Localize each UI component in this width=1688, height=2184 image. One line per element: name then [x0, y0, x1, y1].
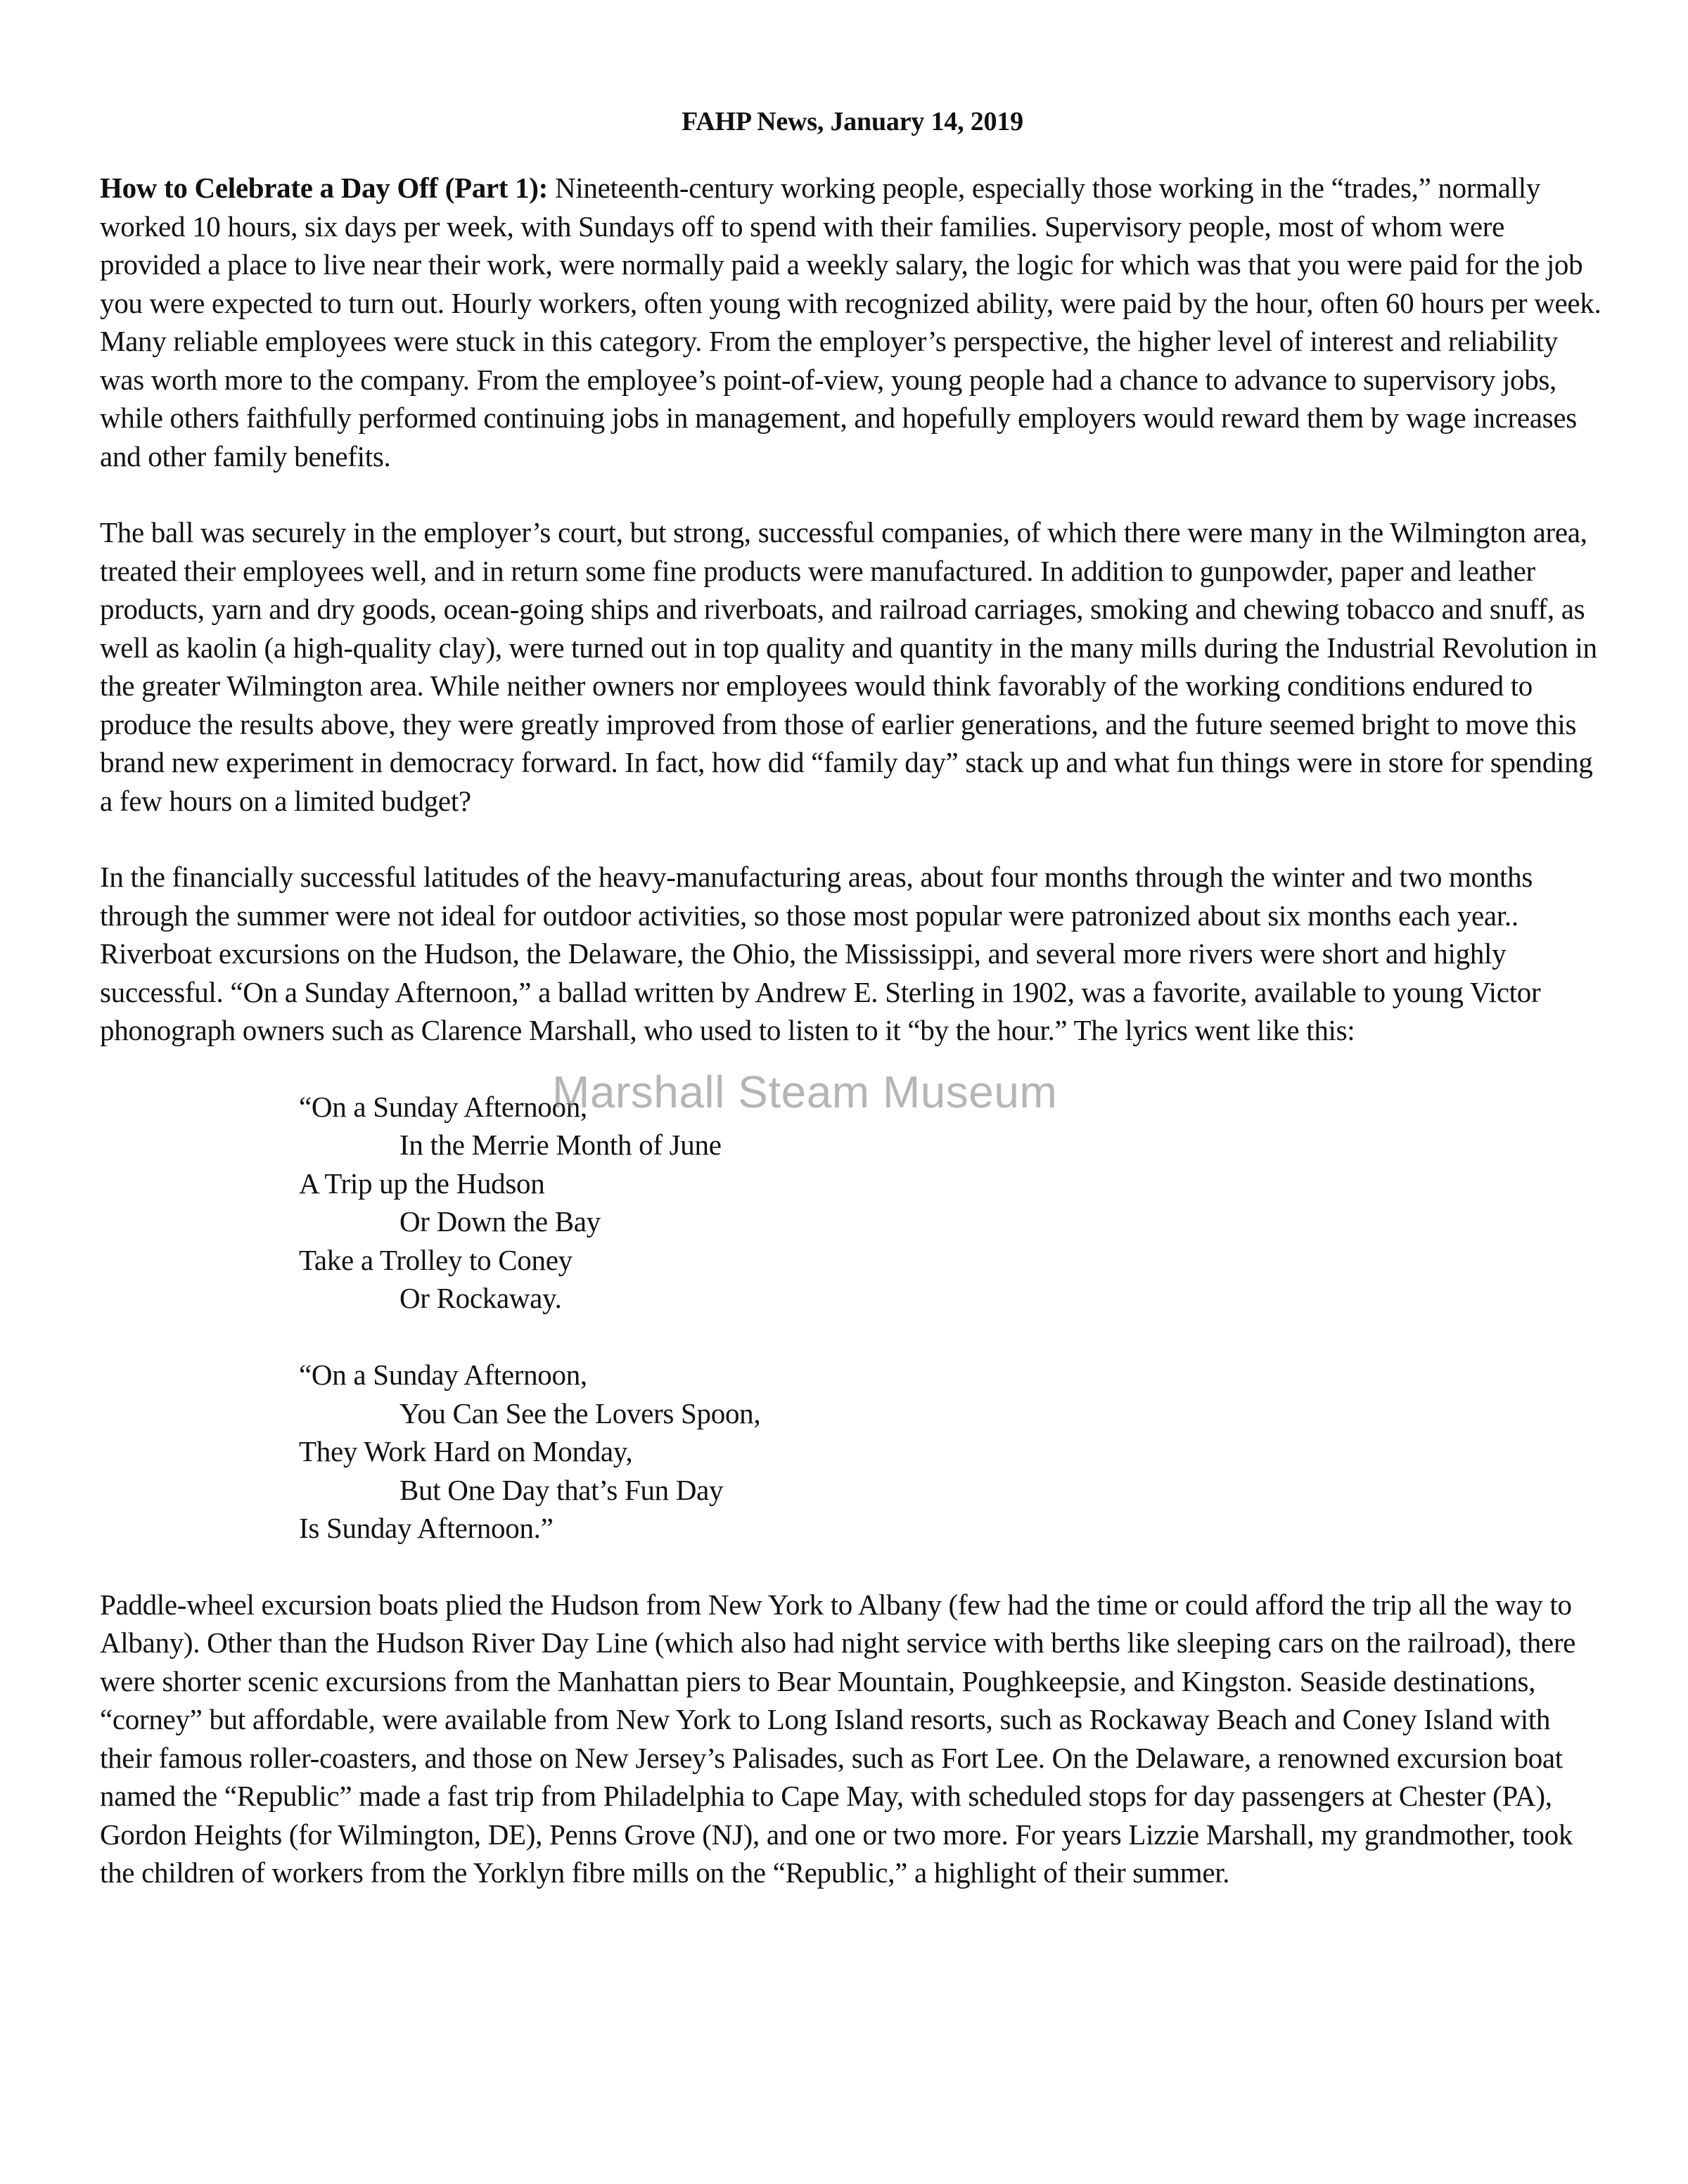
lyric-line: You Can See the Lovers Spoon, [399, 1396, 761, 1430]
song-lyrics [299, 1088, 1605, 1548]
lyric-line: Or Rockaway. [399, 1282, 562, 1314]
paragraph-1 [100, 169, 1605, 475]
page-title: FAHP News, January 14, 2019 [682, 107, 1023, 136]
lyric-line: But One Day that’s Fun Day [399, 1473, 724, 1506]
paragraph-2: The ball was securely in the employer’s court, but strong, successful companies, of which there were many in the Wilmington area, treated their employees well, and in return some fine products were manufactured. In addition to gunpowder, paper and leather products, yarn and dry goods, ocean-going ships and riverboats, and railroad carriages, smoking and chewing tobacco and snuff, as well as kaolin (a high-quality clay), were turned out in top quality and quantity in the many mills during the Industrial Revolution in the greater Wilmington area. While neither owners nor employees would think favorably of the working conditions endured to produce the results above, they were greatly improved from those of earlier generations, and the future seemed bright to move this brand new experiment in democracy forward. In fact, how did “family day” stack up and what fun things were in store for spending a few hours on a limited budget? [100, 516, 1597, 817]
lyrics-stanza-2 [299, 1356, 1605, 1548]
museum-watermark: Marshall Steam Museum [552, 1067, 1058, 1117]
document-page [100, 103, 1605, 1930]
lyric-line: Is Sunday Afternoon.” [299, 1512, 554, 1544]
lyric-line: They Work Hard on Monday, [299, 1435, 633, 1467]
lyric-line: “On a Sunday Afternoon, [299, 1090, 587, 1123]
lyric-line: Take a Trolley to Coney [299, 1243, 573, 1276]
lyric-line: Or Down the Bay [399, 1205, 601, 1238]
lyric-line: “On a Sunday Afternoon, [299, 1358, 587, 1391]
paragraph-1-body: Nineteenth-century working people, especially those working in the “trades,” normally worked 10 hours, six days per week, with Sundays off to spend with their families. Supervisory people, most of whom were provided a place to live near their work, were normally paid a weekly salary, the logic for which was that you were paid for the job you were expected to turn out. Hourly workers, often young with recognized ability, were paid by the hour, often 60 hours per week. Many reliable employees were stuck in this category. From the employer’s perspective, the higher level of interest and reliability was worth more to the company. From the employee’s point-of-view, young people had a chance to advance to supervisory jobs, while others faithfully performed continuing jobs in management, and hopefully employers would reward them by wage increases and other family benefits. [100, 172, 1601, 473]
lyrics-stanza-1 [299, 1088, 1605, 1318]
lyric-line: A Trip up the Hudson [299, 1167, 545, 1200]
paragraph-4: Paddle-wheel excursion boats plied the Hudson from New York to Albany (few had the time or could afford the trip all the way to Albany). Other than the Hudson River Day Line (which also had night service with berths like sleeping cars on the railroad), there were shorter scenic excursions from the Manhattan piers to Bear Mountain, Poughkeepsie, and Kingston. Seaside destinations, “corney” but affordable, were available from New York to Long Island resorts, such as Rockaway Beach and Coney Island with their famous roller-coasters, and those on New Jersey’s Palisades, such as Fort Lee. On the Delaware, a renowned excursion boat named the “Republic” made a fast trip from Philadelphia to Cape May, with scheduled stops for day passengers at Chester (PA), Gordon Heights (for Wilmington, DE), Penns Grove (NJ), and one or two more. For years Lizzie Marshall, my grandmother, took the children of workers from the Yorklyn fibre mills on the “Republic,” a highlight of their summer. [100, 1588, 1576, 1889]
section-heading: How to Celebrate a Day Off (Part 1): [100, 172, 549, 204]
lyric-line: In the Merrie Month of June [399, 1129, 722, 1161]
paragraph-3: In the financially successful latitudes of the heavy-manufacturing areas, about four months through the winter and two months through the summer were not ideal for outdoor activities, so those most popular were patronized about six months each year.. Riverboat excursions on the Hudson, the Delaware, the Ohio, the Mississippi, and several more rivers were short and highly successful. “On a Sunday Afternoon,” a ballad written by Andrew E. Sterling in 1902, was a favorite, available to young Victor phonograph owners such as Clarence Marshall, who used to listen to it “by the hour.” The lyrics went like this: [100, 861, 1541, 1046]
